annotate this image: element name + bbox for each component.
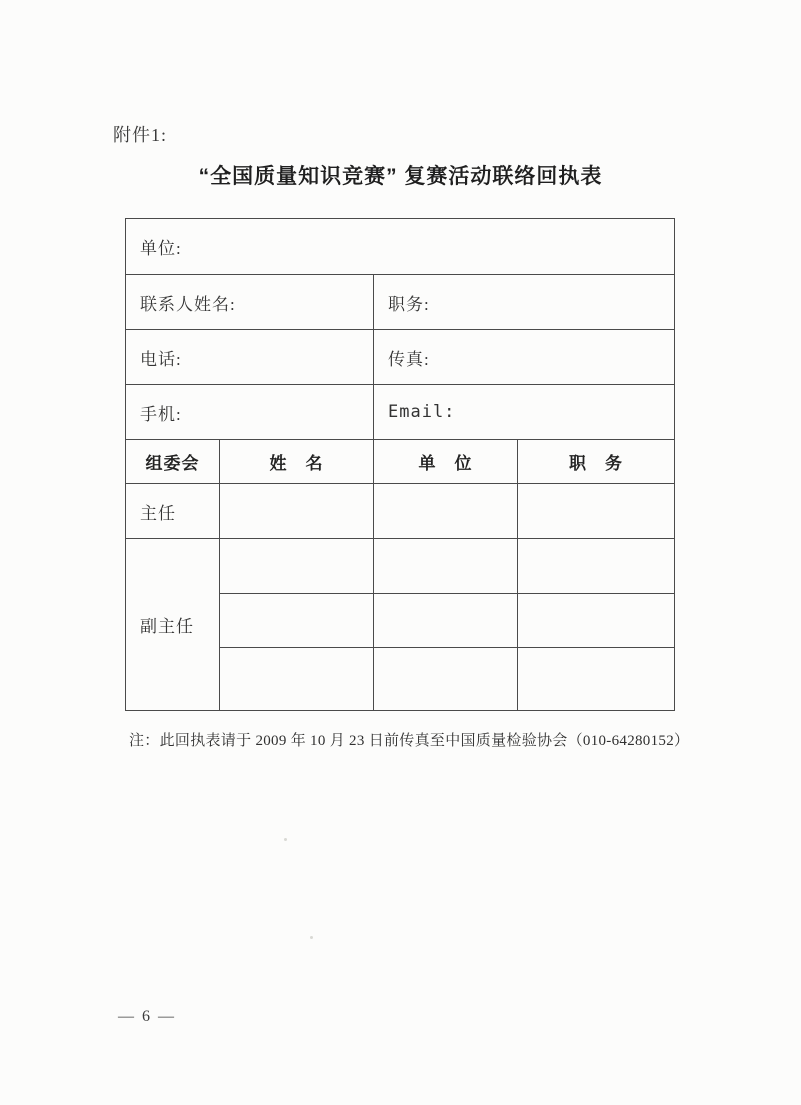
blank-cell bbox=[518, 648, 675, 711]
committee-table bbox=[125, 439, 675, 711]
mobile-field-cell: 手机: bbox=[126, 385, 374, 440]
column-header-name: 姓 名 bbox=[220, 440, 374, 484]
page-number: — 6 — bbox=[118, 1008, 176, 1025]
fax-field-cell: 传真: bbox=[374, 330, 675, 385]
form-title: “全国质量知识竞赛” 复赛活动联络回执表 bbox=[198, 165, 603, 188]
reply-form bbox=[125, 218, 674, 711]
contact-name-field-cell: 联系人姓名: bbox=[126, 275, 374, 330]
column-header-committee: 组委会 bbox=[126, 440, 220, 484]
scan-speckle bbox=[284, 838, 287, 841]
column-header-position: 职 务 bbox=[518, 440, 675, 484]
table-row bbox=[126, 275, 675, 330]
contact-info-table bbox=[125, 218, 675, 440]
unit-field-cell: 单位: bbox=[126, 219, 675, 275]
blank-cell bbox=[374, 484, 518, 539]
blank-cell bbox=[220, 484, 374, 539]
deputy-director-role-cell: 副主任 bbox=[126, 539, 220, 711]
blank-cell bbox=[518, 539, 675, 594]
table-row bbox=[126, 385, 675, 440]
email-field-cell: Email: bbox=[374, 385, 675, 440]
table-row bbox=[126, 219, 675, 275]
deputy-director-row bbox=[126, 539, 675, 594]
blank-cell bbox=[518, 594, 675, 648]
blank-cell bbox=[374, 594, 518, 648]
scan-speckle bbox=[310, 936, 313, 939]
blank-cell bbox=[220, 539, 374, 594]
committee-header-row bbox=[126, 440, 675, 484]
blank-cell bbox=[220, 594, 374, 648]
blank-cell bbox=[518, 484, 675, 539]
director-row bbox=[126, 484, 675, 539]
blank-cell bbox=[374, 648, 518, 711]
column-header-unit: 单 位 bbox=[374, 440, 518, 484]
fax-note: 注：此回执表请于 2009 年 10 月 23 日前传真至中国质量检验协会（010-64280152） bbox=[129, 733, 690, 749]
blank-cell bbox=[220, 648, 374, 711]
position-field-cell: 职务: bbox=[374, 275, 675, 330]
director-role-cell: 主任 bbox=[126, 484, 220, 539]
attachment-label: 附件1: bbox=[113, 125, 168, 145]
blank-cell bbox=[374, 539, 518, 594]
phone-field-cell: 电话: bbox=[126, 330, 374, 385]
table-row bbox=[126, 330, 675, 385]
